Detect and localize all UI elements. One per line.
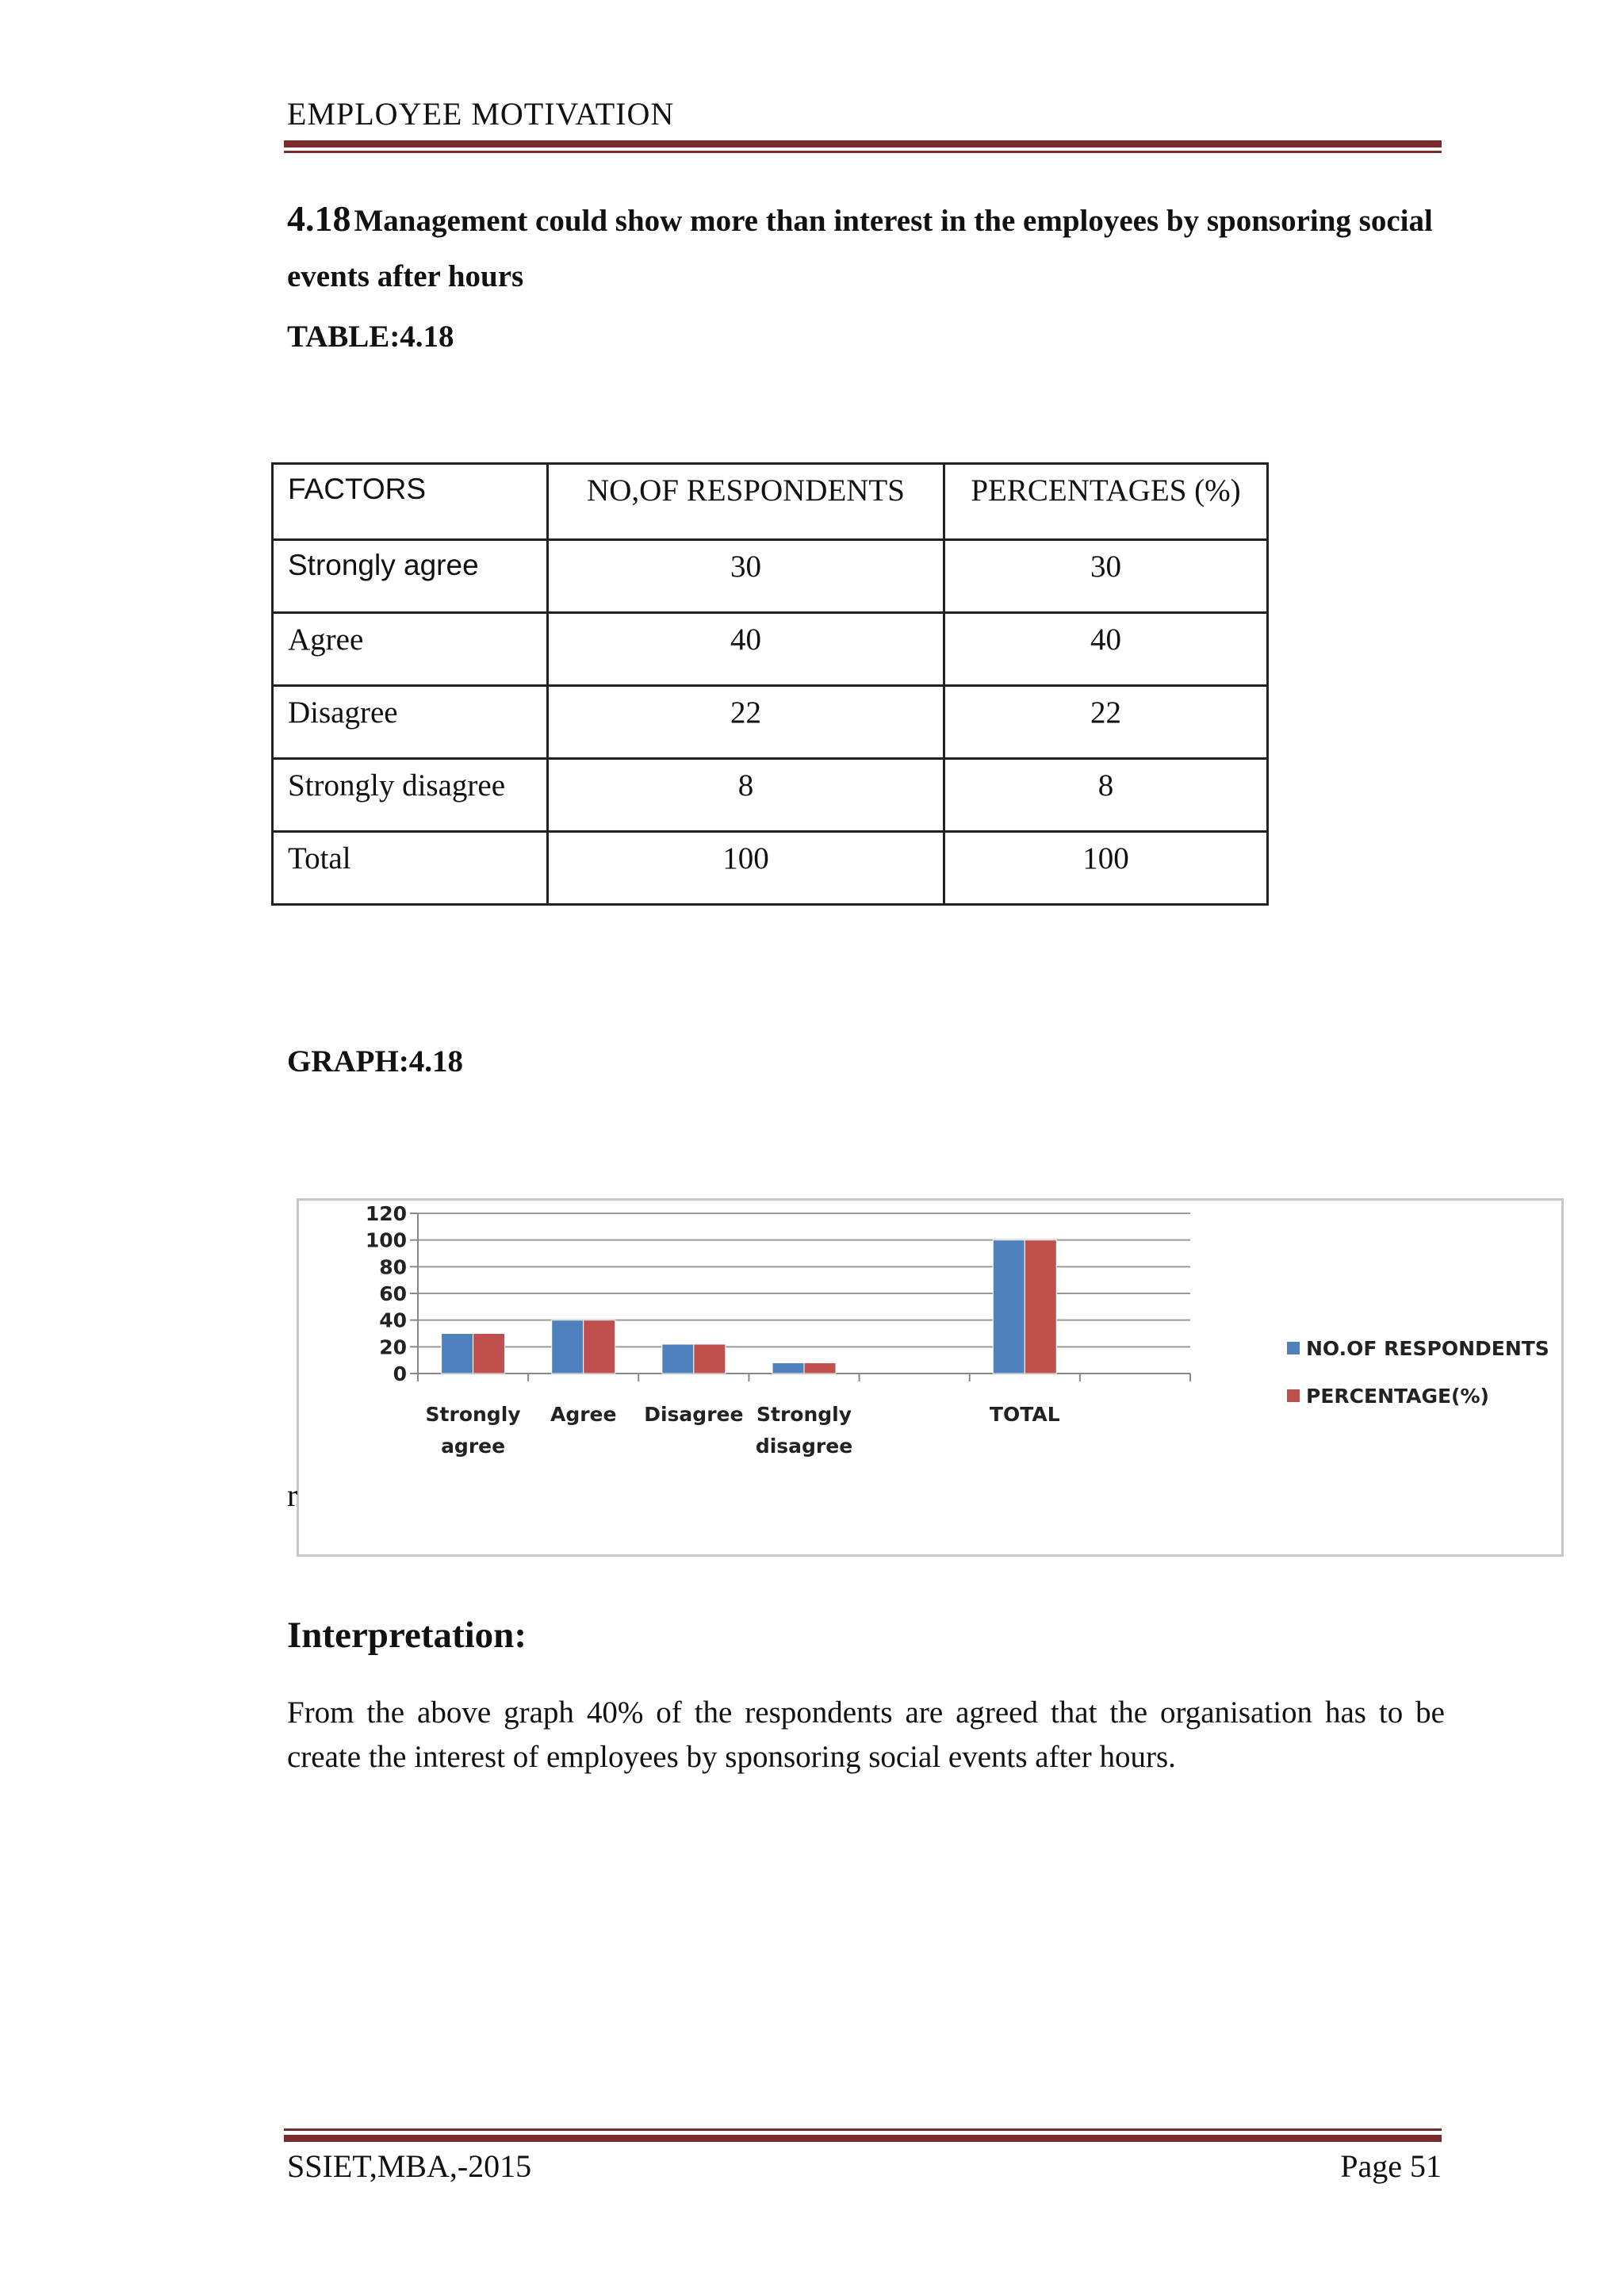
table-cell: Strongly disagree xyxy=(273,759,548,832)
table-cell: 40 xyxy=(548,613,944,686)
table-cell: 8 xyxy=(548,759,944,832)
x-tick-label: TOTAL xyxy=(989,1403,1060,1426)
legend-swatch xyxy=(1287,1389,1300,1402)
table-cell: 22 xyxy=(944,686,1268,759)
table-row xyxy=(273,613,1268,686)
table-cell: 30 xyxy=(944,540,1268,613)
x-tick-label: Agree xyxy=(550,1403,617,1426)
header-rule-thick xyxy=(284,140,1442,148)
y-tick-label: 40 xyxy=(379,1308,407,1332)
table-header-cell: NO,OF RESPONDENTS xyxy=(548,464,944,540)
bar xyxy=(1025,1240,1056,1374)
bar xyxy=(804,1363,836,1374)
section-title: Management could show more than interest in the employees by sponsoring social events after hours xyxy=(287,204,1433,293)
legend-label: PERCENTAGE(%) xyxy=(1306,1385,1489,1408)
stray-character: r xyxy=(287,1477,298,1513)
bar xyxy=(662,1344,694,1374)
table-cell: 40 xyxy=(944,613,1268,686)
table-cell: Agree xyxy=(273,613,548,686)
page-number: Page 51 xyxy=(1340,2148,1442,2184)
x-tick-label: Strongly xyxy=(756,1403,852,1426)
table-cell: 100 xyxy=(944,832,1268,905)
y-tick-label: 60 xyxy=(379,1282,407,1305)
x-tick-label: Disagree xyxy=(644,1403,744,1426)
footer-rule-thin xyxy=(284,2128,1442,2131)
chart-frame xyxy=(297,1198,1564,1557)
table-cell: 22 xyxy=(548,686,944,759)
table-row xyxy=(273,759,1268,832)
x-tick-label: Strongly xyxy=(425,1403,521,1426)
table-header-cell: PERCENTAGES (%) xyxy=(944,464,1268,540)
y-tick-label: 120 xyxy=(365,1202,407,1225)
section-number: 4.18 xyxy=(287,198,351,239)
y-tick-label: 0 xyxy=(393,1362,407,1385)
table-cell: 8 xyxy=(944,759,1268,832)
table-row xyxy=(273,686,1268,759)
bar xyxy=(772,1363,804,1374)
bar xyxy=(552,1320,584,1374)
bar xyxy=(473,1334,505,1374)
table-cell: 100 xyxy=(548,832,944,905)
table-cell: 30 xyxy=(548,540,944,613)
table-cell: Total xyxy=(273,832,548,905)
footer-left: SSIET,MBA,-2015 xyxy=(287,2148,532,2184)
table-cell: Strongly agree xyxy=(273,540,548,613)
graph-caption: GRAPH:4.18 xyxy=(287,1044,464,1079)
running-header: EMPLOYEE MOTIVATION xyxy=(287,96,675,132)
bar xyxy=(694,1344,726,1374)
interpretation-body: From the above graph 40% of the respondents are agreed that the organisation has to be create the interest of employees by sponsoring social events after hours. xyxy=(287,1695,1445,1774)
y-tick-label: 100 xyxy=(365,1228,407,1252)
bar-chart xyxy=(299,1201,1561,1554)
bar xyxy=(442,1334,473,1374)
legend-label: NO.OF RESPONDENTS xyxy=(1306,1337,1549,1360)
bar xyxy=(584,1320,615,1374)
legend-swatch xyxy=(1287,1342,1300,1354)
table-header-cell: FACTORS xyxy=(273,464,548,540)
x-tick-label: agree xyxy=(441,1435,506,1458)
section-heading xyxy=(287,194,1445,308)
footer-rule-thick xyxy=(284,2135,1442,2142)
table-caption: TABLE:4.18 xyxy=(287,320,454,354)
y-tick-label: 80 xyxy=(379,1255,407,1279)
table-cell: Disagree xyxy=(273,686,548,759)
bar xyxy=(993,1240,1025,1374)
interpretation-heading: Interpretation: xyxy=(287,1615,527,1656)
x-tick-label: disagree xyxy=(755,1435,853,1458)
data-table xyxy=(271,462,1269,906)
table-row xyxy=(273,540,1268,613)
table-header-row xyxy=(273,464,1268,540)
y-tick-label: 20 xyxy=(379,1335,407,1359)
header-rule-thin xyxy=(284,151,1442,153)
table-row xyxy=(273,832,1268,905)
